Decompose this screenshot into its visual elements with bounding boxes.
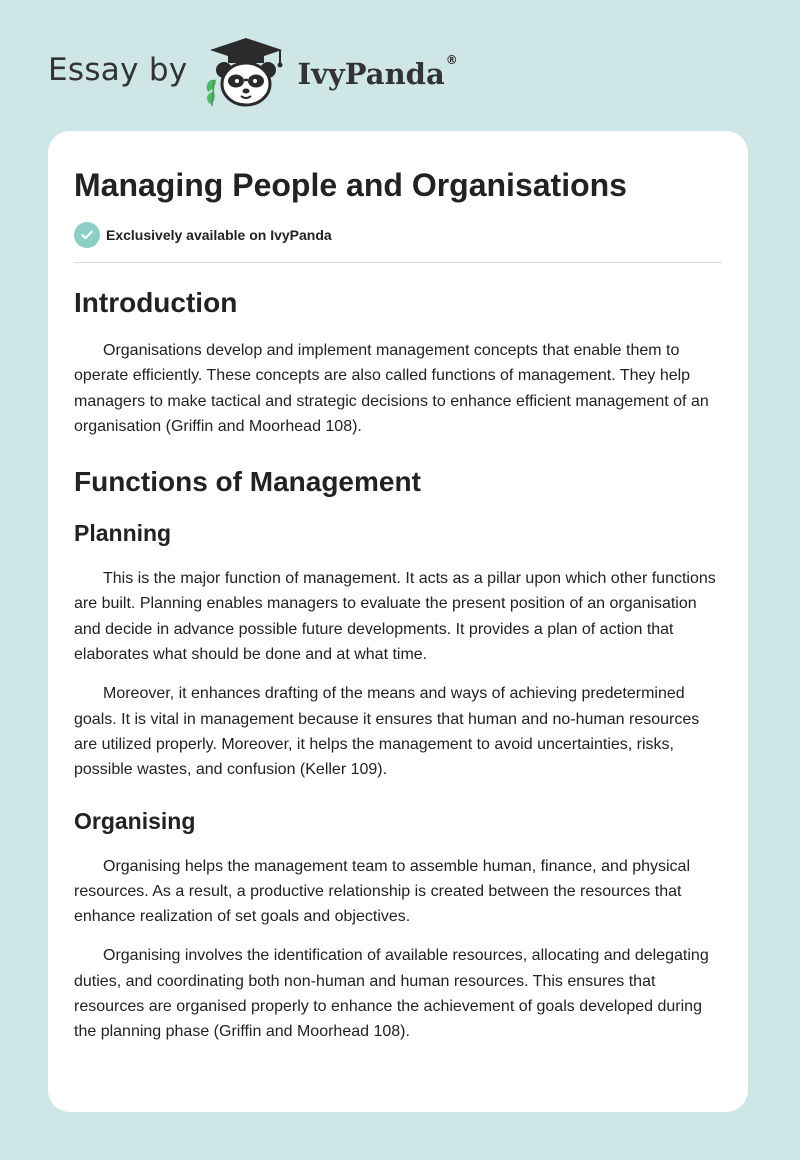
badge-text: Exclusively available on IvyPanda	[106, 227, 332, 243]
exclusive-badge	[74, 221, 722, 249]
check-circle-icon	[74, 222, 100, 248]
brand-header[interactable]	[48, 34, 458, 110]
heading-planning: Planning	[74, 520, 172, 547]
heading-introduction: Introduction	[74, 287, 238, 318]
paragraph-organising-2: Organising involves the identification of available resources, allocating and delegating duties, and coordinating both non-human and human resources. This ensures that resources are organised properly to enhance the achievement of goals developed during the planning phase (Griffin and Moorhead 108).	[74, 947, 709, 1041]
paragraph-planning-2: Moreover, it enhances drafting of the means and ways of achieving predetermined goals. It is vital in management because it ensures that human and no-human resources are utilized properly. Moreover, it helps the management to avoid uncertainties, risks, possible wastes, and confusion (Keller 109).	[74, 685, 700, 779]
divider	[74, 262, 722, 263]
brand-name-text: IvyPanda	[297, 57, 445, 91]
paragraph-planning-1: This is the major function of management. It acts as a pillar upon which other functions are built. Planning enables managers to evaluate the present position of an organisation and decide in advance possible future developments. It provides a plan of action that elaborates what should be done and at what time.	[74, 570, 716, 664]
brand-prefix: Essay by	[48, 52, 188, 88]
heading-organising: Organising	[74, 807, 196, 834]
registered-mark: ®	[445, 53, 458, 67]
paragraph-introduction: Organisations develop and implement management concepts that enable them to operate efficiently. These concepts are also called functions of management. They help managers to make tactical and strategic decisions to enhance efficient management of an organisation (Griffin and Moorhead 108).	[74, 342, 709, 435]
brand-name	[297, 53, 458, 91]
paragraph-organising-1: Organising helps the management team to assemble human, finance, and physical resources. As a result, a productive relationship is created between the resources that enhance realization of set goals and objectives.	[74, 857, 691, 926]
panda-graduate-logo-icon	[202, 34, 290, 110]
essay-card	[48, 131, 748, 1112]
heading-functions-of-management: Functions of Management	[74, 466, 421, 498]
page-title: Managing People and Organisations	[74, 167, 627, 203]
